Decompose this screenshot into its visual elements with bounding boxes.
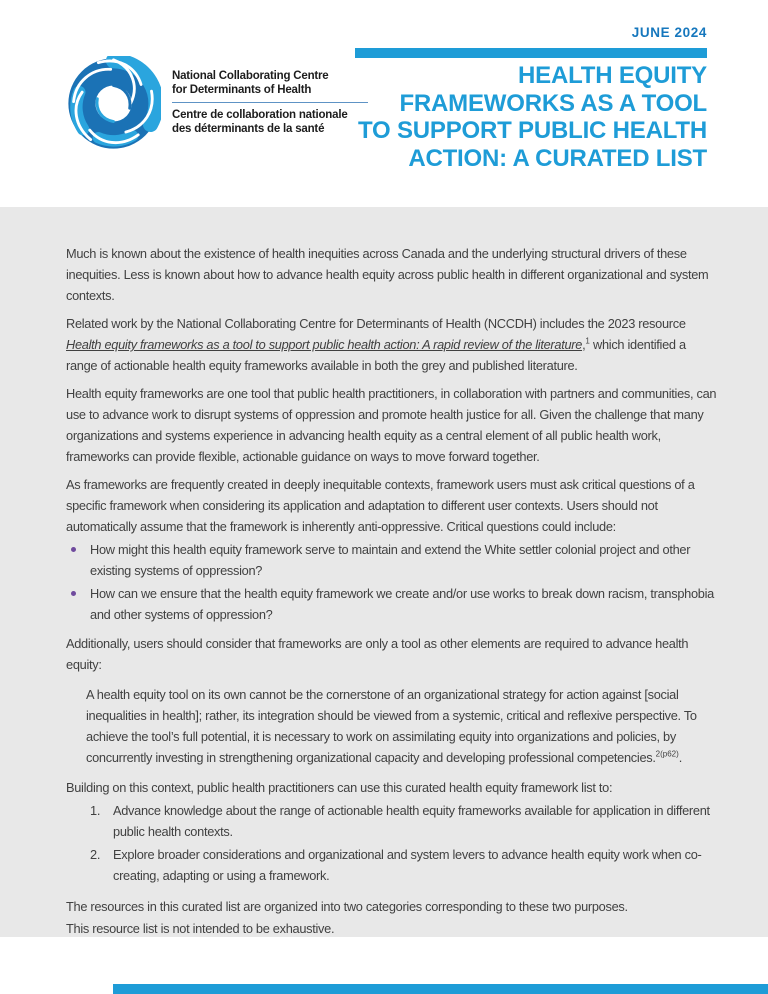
paragraph-critical-questions: As frameworks are frequently created in deeply inequitable contexts, framework users must ask critical questions of a specific framework when considering its application and adaptation to different user contexts. Users should not automatically assume that the framework is inherently anti-oppressive. Critical questions could include: (66, 477, 695, 534)
comma: , (582, 337, 586, 352)
closing-note-line1: The resources in this curated list are organized into two categories corresponding to these two purposes. (66, 899, 628, 914)
list-item: How can we ensure that the health equity framework we create and/or use works to break down racism, transphobia and other systems of oppression? (66, 583, 718, 625)
quote-text: A health equity tool on its own cannot be the cornerstone of an organizational strategy for action against [social inequalities in health]; rather, its integration should be viewed from a systemic, critical and reflexive perspective. To achieve the tool’s full potential, it is necessary to work on assimilating equity into organizations and policies, by concurrently investing in strengthening organizational capacity and developing professional competencies. (86, 687, 697, 765)
list-item: How might this health equity framework serve to maintain and extend the White settler colonial project and other existing systems of oppression? (66, 539, 718, 581)
paragraph-frameworks-tool: Health equity frameworks are one tool that public health practitioners, in collaboration with partners and communities, can use to advance work to disrupt systems of oppression and promote health justice for all. Given the challenge that many organizations and systems experience in advancing health equity as a central element of all public health work, frameworks can provide flexible, actionable guidance on ways to move forward together. (66, 386, 717, 464)
page-title-line: HEALTH EQUITY (518, 62, 707, 89)
closing-note-line2: This resource list is not intended to be exhaustive. (66, 921, 335, 936)
closing-note (66, 896, 718, 937)
footnote-ref-1: 1 (585, 336, 590, 346)
critical-questions-list (66, 539, 718, 625)
logo-name-fr-line2: des déterminants de la santé (172, 123, 325, 135)
footer-bar (113, 984, 768, 994)
publication-date: JUNE 2024 (631, 25, 707, 40)
page-title-line: TO SUPPORT PUBLIC HEALTH (358, 117, 707, 144)
header-rule (355, 48, 707, 58)
logo-name-en-line2: for Determinants of Health (172, 84, 312, 96)
logo-name-fr-line1: Centre de collaboration nationale (172, 109, 348, 121)
quote-period: . (678, 750, 683, 765)
paragraph-related-work (66, 313, 718, 376)
paragraph-related-work-rest: which identified a range of actionable health equity frameworks available in both the grey and published literature. (66, 337, 686, 373)
paragraph-additionally: Additionally, users should consider that frameworks are only a tool as other elements are required to advance health equity: (66, 636, 689, 672)
page-title (277, 62, 707, 172)
paragraph-related-work-text: Related work by the National Collaborating Centre for Determinants of Health (NCCDH) includes the 2023 resource (66, 316, 686, 331)
list-item: Advance knowledge about the range of actionable health equity frameworks available for application in different public health contexts. (113, 803, 710, 839)
paragraph-building-context: Building on this context, public health practitioners can use this curated health equity framework list to: (66, 780, 613, 795)
page-title-line: FRAMEWORKS AS A TOOL (399, 89, 707, 117)
page-title-line: ACTION: A CURATED LIST (408, 144, 707, 172)
resource-link[interactable]: Health equity frameworks as a tool to support public health action: A rapid review of the literature (66, 337, 583, 352)
paragraph-intro: Much is known about the existence of health inequities across Canada and the underlying structural drivers of these inequities. Less is known about how to advance health equity across public health in different organizational and system contexts. (66, 246, 709, 303)
list-item: Explore broader considerations and organizational and system levers to advance health equity work when co-creating, adapting or using a framework. (113, 847, 702, 883)
logo-name-en-line1: National Collaborating Centre (172, 70, 329, 82)
footnote-ref-2: 2(p62) (655, 749, 679, 759)
purpose-list (66, 800, 718, 886)
quote-block (86, 684, 718, 768)
nccdh-swirl-icon (66, 56, 161, 151)
body-section (0, 207, 768, 937)
